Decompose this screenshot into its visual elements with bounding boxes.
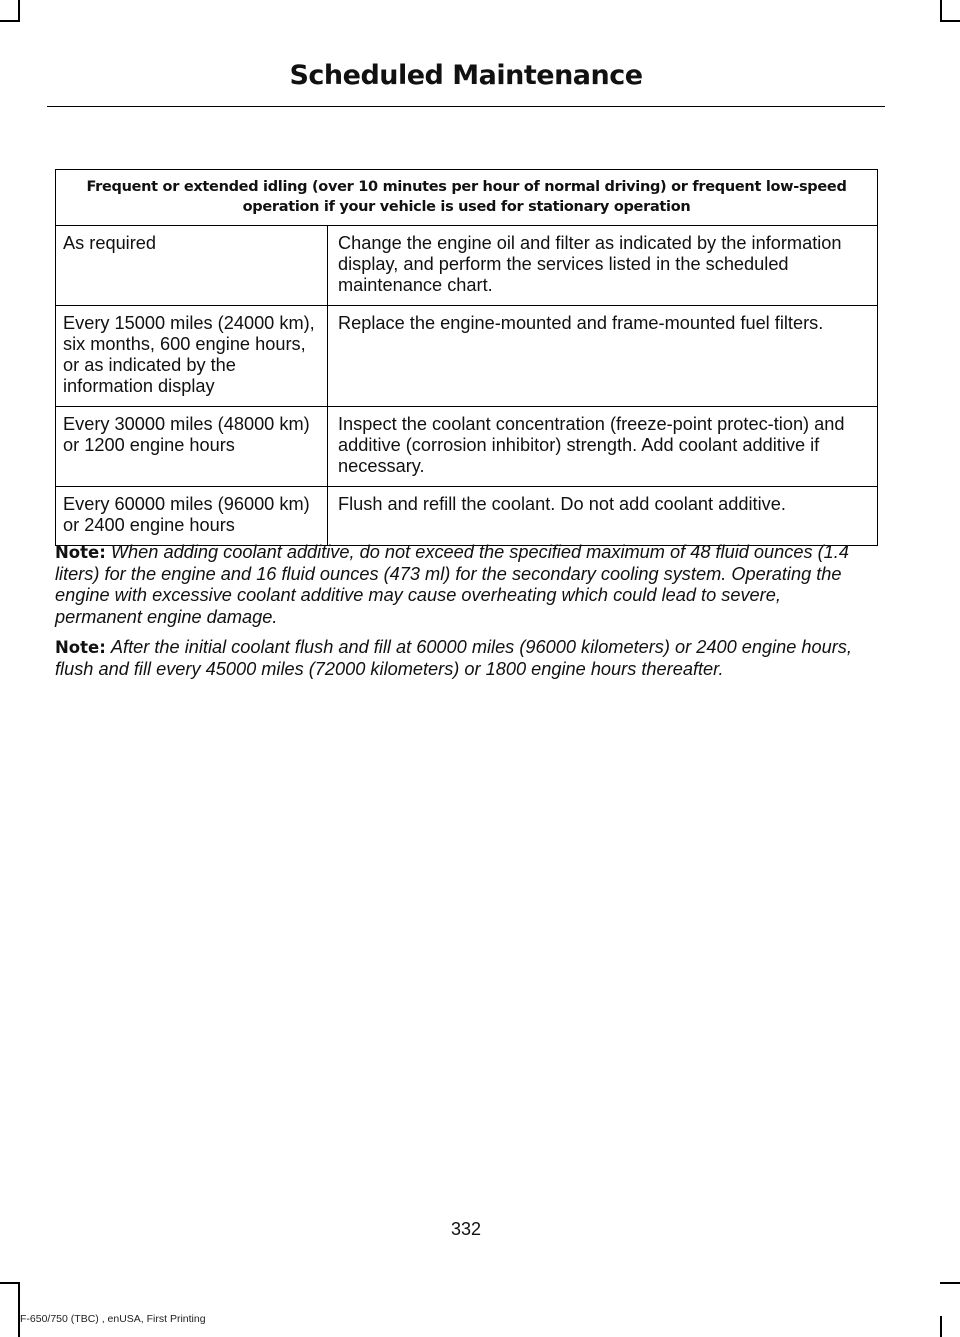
interval-cell: Every 60000 miles (96000 km) or 2400 engine hours bbox=[56, 487, 328, 546]
crop-mark bbox=[18, 0, 20, 22]
table-header-row bbox=[56, 170, 878, 226]
note-text: After the initial coolant flush and fill at 60000 miles (96000 kilometers) or 2400 engine hours, flush and fill every 45000 miles (72000 kilometers) or 1800 engine hours thereafter. bbox=[55, 637, 852, 679]
interval-cell: Every 30000 miles (48000 km) or 1200 engine hours bbox=[56, 407, 328, 487]
maintenance-table bbox=[55, 169, 878, 546]
note-label: Note: bbox=[55, 543, 106, 562]
action-cell: Flush and refill the coolant. Do not add coolant additive. bbox=[328, 487, 878, 546]
table-row bbox=[56, 226, 878, 306]
crop-mark bbox=[940, 1316, 942, 1337]
interval-cell: As required bbox=[56, 226, 328, 306]
table-row bbox=[56, 407, 878, 487]
crop-mark bbox=[940, 0, 942, 22]
note-coolant-flush bbox=[55, 637, 855, 680]
note-label: Note: bbox=[55, 638, 106, 657]
action-cell: Replace the engine-mounted and frame-mounted fuel filters. bbox=[328, 306, 878, 407]
table-row bbox=[56, 487, 878, 546]
edition-footer: F-650/750 (TBC) , enUSA, First Printing bbox=[20, 1313, 206, 1325]
crop-mark bbox=[940, 20, 960, 22]
crop-mark bbox=[0, 20, 20, 22]
table-heading: Frequent or extended idling (over 10 minutes per hour of normal driving) or frequent low-speed operation if your vehicle is used for stationary operation bbox=[56, 170, 878, 226]
interval-cell: Every 15000 miles (24000 km), six months, 600 engine hours, or as indicated by the information display bbox=[56, 306, 328, 407]
page-title: Scheduled Maintenance bbox=[289, 60, 643, 91]
note-text: When adding coolant additive, do not exceed the specified maximum of 48 fluid ounces (1.4 liters) for the engine and 16 fluid ounces (473 ml) for the secondary cooling system. Operating the engine with excessive coolant additive may cause overheating which could lead to severe, permanent engine damage. bbox=[55, 542, 849, 627]
crop-mark bbox=[18, 1282, 20, 1337]
note-coolant-additive bbox=[55, 542, 855, 628]
crop-mark bbox=[0, 1282, 20, 1284]
action-cell: Inspect the coolant concentration (freeze-point protec-tion) and additive (corrosion inhibitor) strength. Add coolant additive if necessary. bbox=[328, 407, 878, 487]
page-number: 332 bbox=[450, 1219, 482, 1239]
header-divider bbox=[47, 106, 885, 107]
table-row bbox=[56, 306, 878, 407]
action-cell: Change the engine oil and filter as indicated by the information display, and perform the services listed in the scheduled maintenance chart. bbox=[328, 226, 878, 306]
crop-mark bbox=[940, 1282, 960, 1284]
